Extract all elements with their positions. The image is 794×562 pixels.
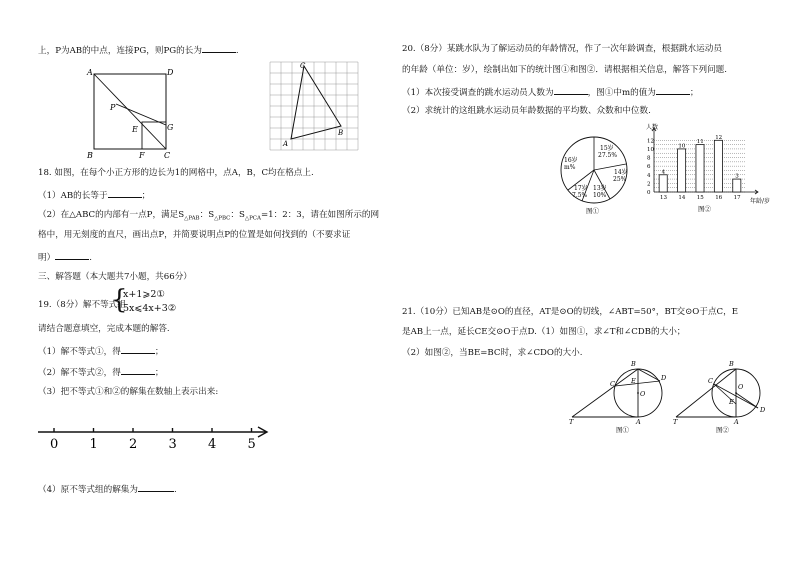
number-line-tick-label: 5 — [247, 437, 256, 452]
q19-sub2: （2）解不等式②，得 ； — [38, 368, 164, 378]
pie-pct-16: m% — [564, 164, 576, 171]
bar-value-label: 3 — [735, 173, 739, 180]
c1-label-c: C — [610, 380, 615, 388]
answer-blank — [55, 251, 89, 260]
bar-ytick-label: 12 — [647, 138, 654, 145]
c2-label-b: B — [729, 360, 734, 368]
q21-line2: 是AB上一点，延长CE交⊙O于点D.（1）如图①，求∠T和∠CDB的大小； — [402, 327, 686, 337]
circle-figure-2 — [672, 358, 772, 434]
c1-label-e: E — [631, 377, 636, 385]
circle-figure-1 — [568, 358, 668, 434]
bar-ylabel: 人数 — [646, 124, 659, 131]
bar-category-label: 16 — [715, 195, 723, 201]
q19-sub3: （3）把不等式①和②的解集在数轴上表示出来: — [38, 387, 219, 397]
c2-label-a: A — [734, 418, 739, 426]
bar-value-label: 11 — [696, 139, 704, 146]
square-figure — [84, 66, 176, 162]
answer-blank — [121, 345, 155, 354]
q19-line2: 请结合题意填空，完成本题的解答. — [38, 324, 170, 334]
q18-sub1: （1）AB的长等于 ； — [38, 191, 151, 201]
bar-15 — [696, 145, 704, 192]
grid-label-c: C — [300, 62, 306, 70]
number-line-tick-label: 3 — [168, 437, 177, 452]
q19-sub4: （4）原不等式组的解集为 . — [38, 485, 177, 495]
label-c: C — [164, 151, 171, 160]
pie-pct-14: 25% — [613, 176, 627, 183]
q18-sub2-line1: （2）在△ABC的内部有一点P，满足$S_{\triangle PAB}$：$S_{\triangle PBC}$：$S_{\triangle PCA}=1$：2：3，请在如图所示的网 — [38, 210, 380, 222]
q20-sub1: （1）本次接受调查的跳水运动员人数为 ，图①中m的值为 ； — [402, 88, 699, 98]
answer-blank — [554, 86, 588, 95]
bar-chart — [640, 122, 780, 212]
q19-sub1: （1）解不等式①，得 ； — [38, 347, 164, 357]
grid-label-b: B — [338, 129, 344, 137]
bar-13 — [659, 175, 667, 192]
c1-caption: 图① — [616, 426, 629, 434]
bar-ytick-label: 4 — [647, 172, 651, 179]
q21-line1: 21.（10分）已知AB是⊙O的直径，AT是⊙O的切线，∠ABT=50°，BT交⊙O于点C，E — [402, 307, 738, 317]
q18-sub2-line3: 明） . — [38, 253, 92, 263]
bar-ytick-label: 10 — [647, 146, 654, 153]
bar-ytick-label: 6 — [647, 164, 651, 171]
answer-blank — [121, 366, 155, 375]
q19-head: 19.（8分）解不等式组 — [38, 300, 126, 310]
c2-label-d: D — [760, 406, 766, 414]
pie-label-16: 16岁 — [564, 157, 578, 164]
q19-ineq1: x+1⩾2① — [123, 289, 165, 300]
number-line-tick-label: 2 — [129, 437, 138, 452]
c1-label-o: O — [640, 390, 646, 398]
pie-label-15: 15岁 — [600, 145, 614, 152]
number-line-tick-label: 4 — [208, 437, 217, 452]
q20-sub2: （2）求统计的这组跳水运动员年龄数据的平均数、众数和中位数. — [402, 106, 651, 116]
pie-pct-15: 27.5% — [598, 152, 618, 159]
bar-value-label: 12 — [715, 134, 723, 141]
pie-label-13: 13岁 — [593, 185, 607, 192]
bar-category-label: 17 — [733, 195, 741, 201]
pie-pct-13: 10% — [593, 192, 607, 199]
pie-label-14: 14岁 — [614, 169, 628, 176]
q18-sub2-line2: 格中，用无刻度的直尺，画出点P，并简要说明点P的位置是如何找到的（不要求证 — [38, 230, 351, 240]
section-3-heading: 三、解答题（本大题共7小题，共66分） — [38, 272, 192, 282]
bar-ytick-label: 0 — [647, 190, 651, 196]
number-line-tick-label: 1 — [89, 437, 98, 452]
intro-line: 上，P为AB的中点，连接PG，则PG的长为 . — [38, 46, 239, 56]
bar-ytick-label: 8 — [647, 155, 651, 162]
q19-ineq2: 5x⩽4x+3② — [123, 303, 177, 314]
bar-ytick-label: 2 — [647, 181, 651, 188]
bar-category-label: 13 — [660, 195, 667, 201]
answer-blank — [202, 44, 236, 53]
bar-caption: 图② — [698, 205, 711, 212]
c2-label-t: T — [673, 418, 678, 426]
c1-label-d: D — [661, 374, 667, 382]
c2-caption: 图② — [716, 426, 729, 434]
bar-14 — [678, 149, 686, 192]
q18-line1: 18. 如图，在每个小正方形的边长为1的网格中，点A，B，C均在格点上. — [38, 168, 314, 178]
pie-pct-17: 7.5% — [572, 192, 588, 199]
label-p: P — [110, 103, 116, 112]
label-e: E — [132, 125, 138, 134]
answer-blank — [656, 86, 690, 95]
pie-label-17: 17岁 — [574, 185, 588, 192]
c2-label-o: O — [738, 383, 744, 391]
label-a: A — [87, 68, 93, 77]
bar-16 — [714, 140, 722, 192]
q21-line3: （2）如图②，当BE=BC时，求∠CDO的大小. — [402, 348, 583, 358]
bar-17 — [733, 179, 741, 192]
label-d: D — [167, 68, 174, 77]
c1-label-t: T — [569, 418, 574, 426]
bar-category-label: 14 — [678, 195, 686, 201]
q20-line2: 的年龄（单位：岁），绘制出如下的统计图①和图②．请根据相关信息，解答下列问题. — [402, 65, 727, 75]
bar-xlabel: 年龄/岁 — [750, 198, 771, 205]
grid-figure — [266, 58, 362, 154]
label-f: F — [139, 151, 145, 160]
grid-label-a: A — [283, 140, 289, 148]
system-brace: { — [111, 285, 128, 315]
number-line-tick-label: 0 — [50, 437, 59, 452]
bar-category-label: 15 — [696, 195, 704, 201]
number-line — [34, 422, 274, 452]
label-g: G — [167, 123, 174, 132]
pie-caption: 图① — [586, 207, 599, 215]
label-b: B — [87, 151, 93, 160]
q20-line1: 20.（8分）某跳水队为了解运动员的年龄情况，作了一次年龄调查，根据跳水运动员 — [402, 44, 722, 54]
pie-chart — [558, 134, 634, 216]
c1-label-a: A — [636, 418, 641, 426]
answer-blank — [138, 483, 174, 492]
c2-label-e: E — [729, 398, 734, 406]
answer-blank — [108, 189, 142, 198]
c1-label-b: B — [631, 360, 636, 368]
bar-value-label: 4 — [661, 169, 666, 176]
c2-label-c: C — [708, 377, 713, 385]
bar-value-label: 10 — [678, 143, 686, 150]
